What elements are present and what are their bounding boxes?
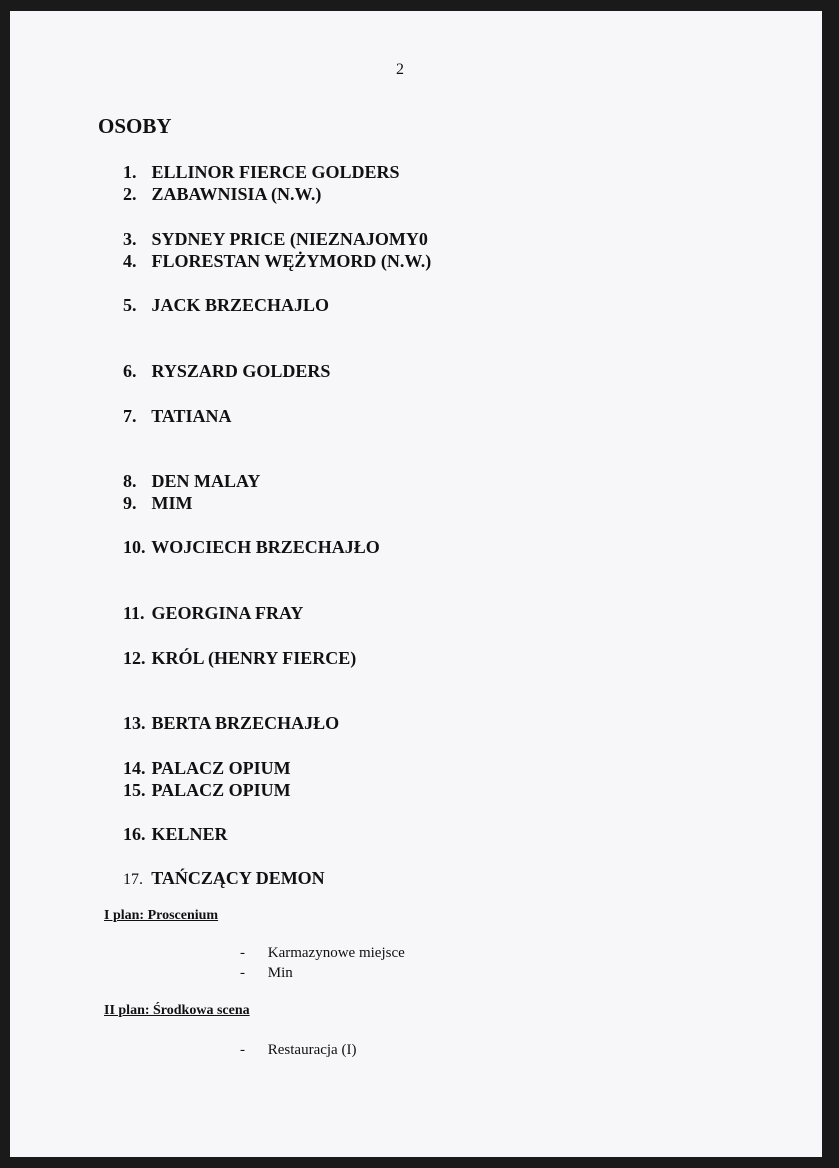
cast-item <box>123 184 321 205</box>
cast-item <box>123 537 380 558</box>
cast-item <box>123 471 260 492</box>
cast-name: FLORESTAN WĘŻYMORD (N.W.) <box>151 251 432 271</box>
cast-number: 3. <box>123 229 137 249</box>
cast-number: 5. <box>123 295 137 315</box>
cast-name: RYSZARD GOLDERS <box>151 361 331 381</box>
cast-item <box>123 603 303 624</box>
cast-item <box>123 713 339 734</box>
cast-name: PALACZ OPIUM <box>151 758 291 778</box>
cast-item <box>123 361 330 382</box>
cast-name: JACK BRZECHAJLO <box>151 295 330 315</box>
plan-1-item-label: Min <box>267 965 293 981</box>
cast-number: 8. <box>123 471 137 491</box>
cast-item <box>123 493 192 514</box>
plan-2-heading: II plan: Środkowa scena <box>104 1003 250 1018</box>
plan-1-item-label: Karmazynowe miejsce <box>267 945 405 961</box>
cast-number: 9. <box>123 493 137 513</box>
cast-name: TATIANA <box>151 406 232 426</box>
cast-name: GEORGINA FRAY <box>151 603 304 623</box>
cast-item <box>123 162 400 183</box>
cast-item <box>123 295 329 316</box>
cast-name: WOJCIECH BRZECHAJŁO <box>151 537 380 557</box>
cast-number: 1. <box>123 162 137 182</box>
bullet-dash: - <box>240 1042 245 1058</box>
cast-item <box>123 229 428 250</box>
plan-1-item <box>240 945 405 962</box>
cast-item <box>123 868 325 889</box>
cast-item <box>123 648 356 669</box>
cast-name: ELLINOR FIERCE GOLDERS <box>151 162 400 182</box>
plan-2-item-label: Restauracja (I) <box>267 1042 357 1058</box>
cast-name: TAŃCZĄCY DEMON <box>151 868 325 888</box>
cast-number: 10. <box>123 537 146 557</box>
cast-number: 13. <box>123 713 146 733</box>
plan-1-item <box>240 965 293 982</box>
cast-number: 7. <box>123 406 137 426</box>
bullet-dash: - <box>240 965 245 981</box>
cast-name: PALACZ OPIUM <box>151 780 291 800</box>
page-number: 2 <box>396 61 404 78</box>
cast-name: DEN MALAY <box>151 471 261 491</box>
plan-2-item <box>240 1042 356 1059</box>
cast-item <box>123 251 431 272</box>
cast-name: SYDNEY PRICE (NIEZNAJOMY0 <box>151 229 428 249</box>
cast-number: 16. <box>123 824 146 844</box>
cast-name: ZABAWNISIA (N.W.) <box>151 184 322 204</box>
cast-number: 6. <box>123 361 137 381</box>
cast-number: 12. <box>123 648 146 668</box>
cast-number: 2. <box>123 184 137 204</box>
cast-number: 14. <box>123 758 146 778</box>
bullet-dash: - <box>240 945 245 961</box>
cast-item <box>123 824 228 845</box>
cast-name: BERTA BRZECHAJŁO <box>151 713 340 733</box>
cast-number: 4. <box>123 251 137 271</box>
cast-name: KELNER <box>151 824 228 844</box>
cast-item <box>123 780 291 801</box>
cast-heading: OSOBY <box>98 114 172 138</box>
plan-1-heading: I plan: Proscenium <box>104 908 219 923</box>
document-page <box>10 11 822 1157</box>
cast-item <box>123 406 232 427</box>
cast-name: KRÓL (HENRY FIERCE) <box>151 648 357 668</box>
cast-number: 17. <box>123 871 143 888</box>
cast-item <box>123 758 291 779</box>
cast-number: 11. <box>123 603 145 623</box>
cast-name: MIM <box>151 493 193 513</box>
cast-number: 15. <box>123 780 146 800</box>
